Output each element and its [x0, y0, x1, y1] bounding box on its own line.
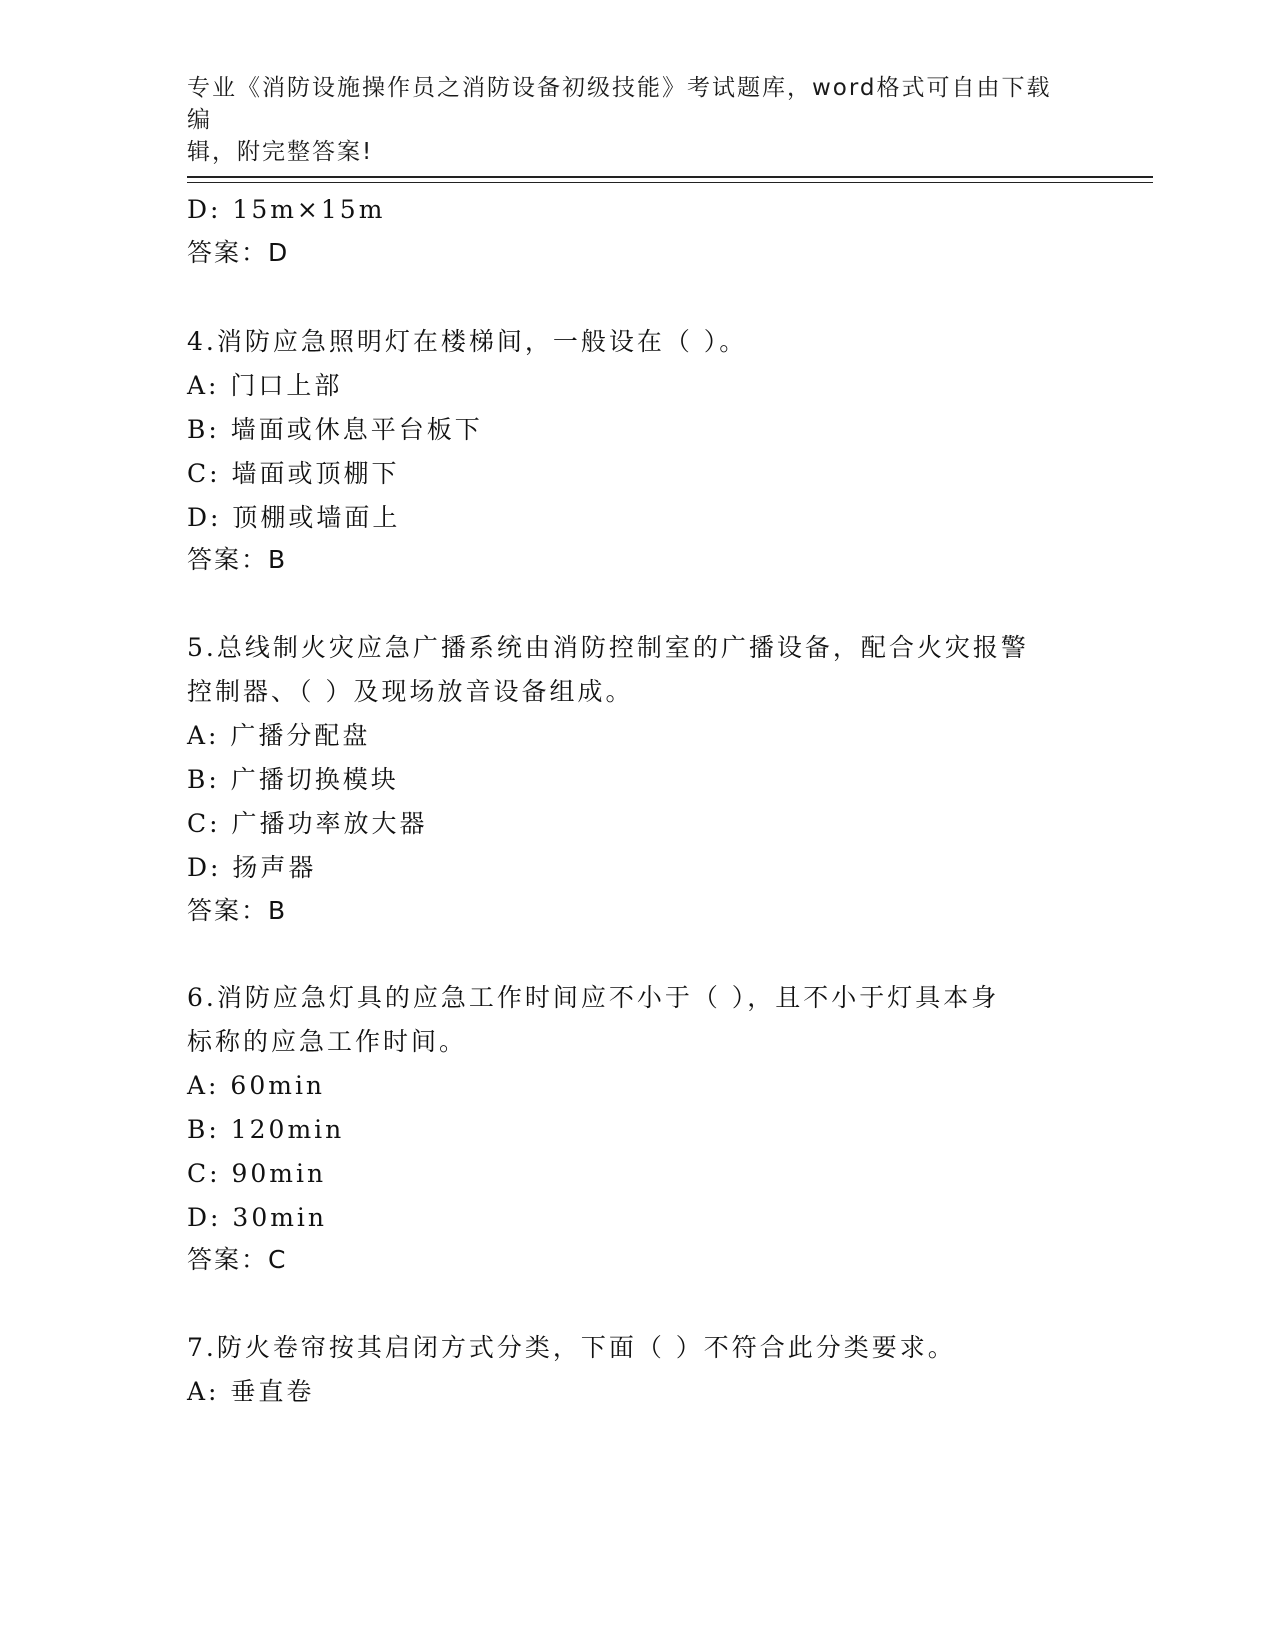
q4-stem: 4.消防应急照明灯在楼梯间，一般设在（ ）。 [187, 327, 748, 356]
page-header [187, 72, 1067, 168]
header-line-2: 辑，附完整答案! [187, 139, 374, 165]
q5-option-c: C: 广播功率放大器 [187, 809, 428, 838]
q6-stem-line-2: 标称的应急工作时间。 [187, 1027, 468, 1056]
q4-option-c: C: 墙面或顶棚下 [187, 459, 400, 488]
q5-answer: 答案：B [187, 896, 288, 925]
q5-option-b: B: 广播切换模块 [187, 765, 399, 794]
q6-answer: 答案：C [187, 1245, 288, 1274]
q4-option-a: A: 门口上部 [187, 371, 343, 400]
q6-option-d: D: 30min [187, 1203, 328, 1232]
q5-stem-line-1: 5.总线制火灾应急广播系统由消防控制室的广播设备，配合火灾报警 [187, 633, 1029, 662]
q4-option-b: B: 墙面或休息平台板下 [187, 415, 483, 444]
q7-stem: 7.防火卷帘按其启闭方式分类，下面（ ）不符合此分类要求。 [187, 1333, 956, 1362]
q5-option-a: A: 广播分配盘 [187, 721, 371, 750]
header-divider-thin [187, 182, 1153, 183]
q5-stem-line-2: 控制器、（ ）及现场放音设备组成。 [187, 677, 634, 706]
q7-option-a: A: 垂直卷 [187, 1377, 315, 1406]
header-line-1: 专业《消防设施操作员之消防设备初级技能》考试题库，word格式可自由下载编 [187, 75, 1052, 133]
q6-option-a: A: 60min [187, 1071, 326, 1100]
q3-answer: 答案：D [187, 238, 290, 267]
q3-option-d: D: 15m×15m [187, 195, 386, 224]
q5-option-d: D: 扬声器 [187, 853, 317, 882]
q6-option-b: B: 120min [187, 1115, 345, 1144]
q6-stem-line-1: 6.消防应急灯具的应急工作时间应不小于（ ），且不小于灯具本身 [187, 983, 1000, 1012]
header-divider-thick [187, 176, 1153, 178]
q6-option-c: C: 90min [187, 1159, 327, 1188]
q4-answer: 答案：B [187, 545, 288, 574]
q4-option-d: D: 顶棚或墙面上 [187, 503, 401, 532]
